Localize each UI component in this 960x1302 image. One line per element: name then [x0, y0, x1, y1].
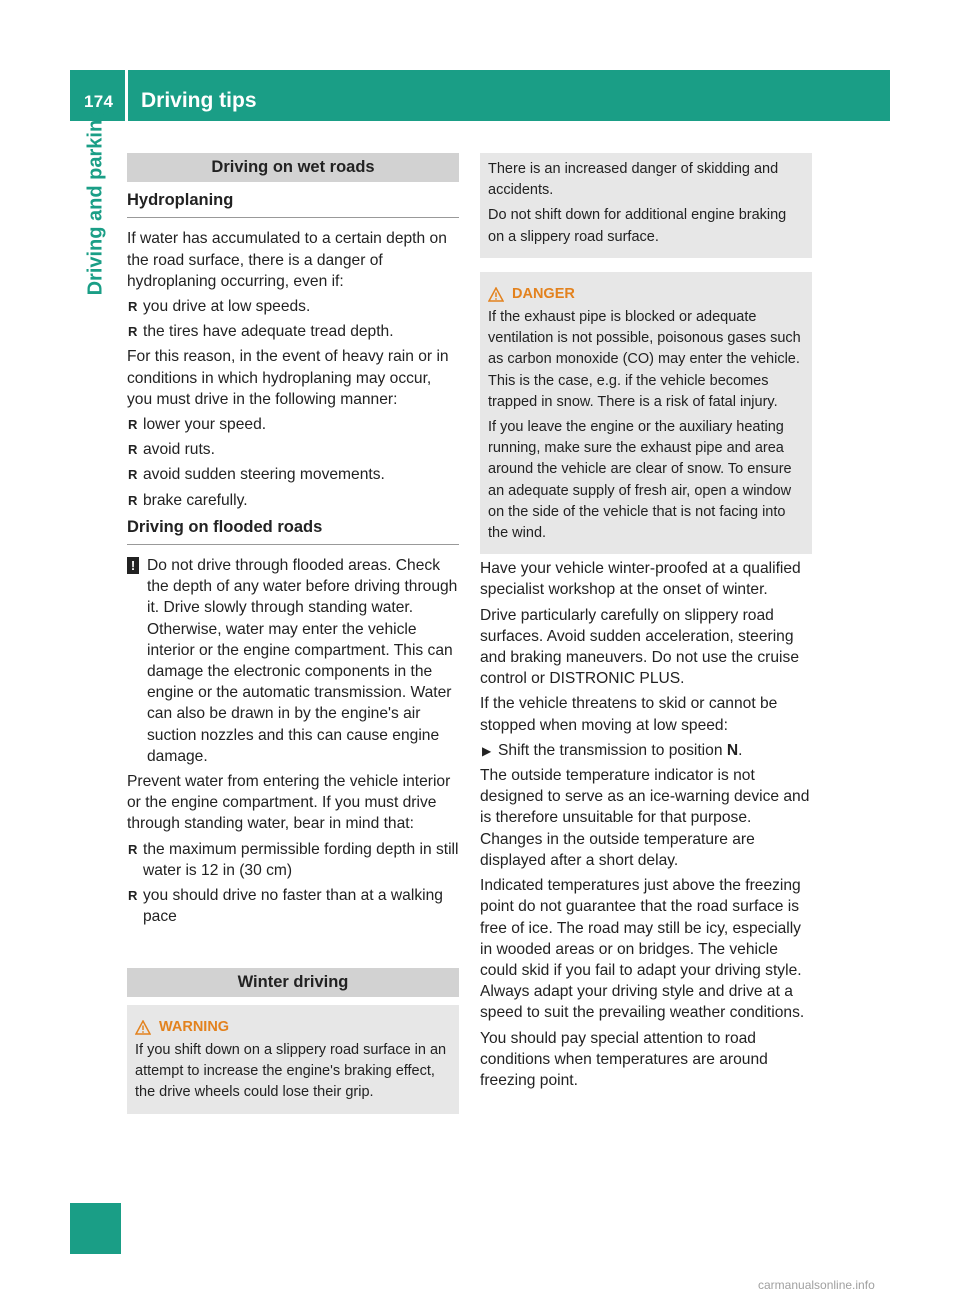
danger-label: DANGER	[512, 285, 575, 302]
danger-box	[480, 272, 812, 554]
hydro-intro: If water has accumulated to a certain depth on the road surface, there is a danger of hydroplaning occurring, even if:	[127, 230, 447, 290]
arrow-right-icon: ▶	[482, 743, 492, 758]
list-item: R brake carefully.	[127, 490, 459, 511]
warning-cont-2: Do not shift down for additional engine braking on a slippery road surface.	[488, 207, 787, 245]
subheading-flooded-roads: Driving on flooded roads	[127, 517, 459, 545]
hydro-reason: For this reason, in the event of heavy rain or in conditions in which hydroplaning may occur, you must drive in the following manner:	[127, 348, 449, 408]
watermark: carmanualsonline.info	[758, 1278, 875, 1292]
side-marker	[70, 1203, 121, 1254]
warning-box-continued	[480, 153, 812, 258]
step-end: .	[738, 741, 743, 759]
flood-notice	[127, 555, 459, 767]
warning-triangle-icon	[135, 1020, 151, 1035]
list-item: R lower your speed.	[127, 414, 459, 435]
right-column	[480, 153, 812, 1095]
list-item: R you should drive no faster than at a walking pace	[127, 885, 459, 927]
list-item: R the tires have adequate tread depth.	[127, 321, 459, 342]
para-winterproof: Have your vehicle winter-proofed at a qualified specialist workshop at the onset of winter.	[480, 560, 801, 599]
side-tab-label: Driving and parking	[84, 107, 106, 295]
para-indicator: The outside temperature indicator is not designed to serve as an ice-warning device and is therefore unsuitable for that purpose. Changes in the outside temperature are displayed after a short delay.	[480, 767, 810, 869]
side-tab	[70, 107, 121, 295]
para-attention: You should pay special attention to road conditions when temperatures are around freezing point.	[480, 1029, 768, 1089]
danger-title	[488, 278, 804, 305]
para-skid: If the vehicle threatens to skid or cannot be stopped when moving at low speed:	[480, 695, 778, 734]
flood-prevent: Prevent water from entering the vehicle interior or the engine compartment. If you must drive through standing water, bear in mind that:	[127, 773, 451, 833]
warning-title	[135, 1011, 451, 1038]
exclamation-icon: !	[127, 557, 139, 574]
step-shift-n	[480, 740, 812, 761]
list-item: R the maximum permissible fording depth in still water is 12 in (30 cm)	[127, 839, 459, 881]
warning-triangle-icon	[488, 287, 504, 302]
page-number: 174	[84, 92, 114, 111]
warning-label: WARNING	[159, 1018, 230, 1035]
list-item: R avoid sudden steering movements.	[127, 464, 459, 485]
page-title: Driving tips	[141, 89, 257, 112]
para-slippery: Drive particularly carefully on slippery road surfaces. Avoid sudden acceleration, steering and braking maneuvers. Do not use the cruise control or DISTRONIC PLUS.	[480, 606, 799, 688]
hydro-actions-list	[127, 414, 459, 511]
warning-cont-1: There is an increased danger of skidding and accidents.	[488, 161, 779, 199]
danger-text-1: If the exhaust pipe is blocked or adequate ventilation is not possible, poisonous gases such as carbon monoxide (CO) may enter the vehicle. This is the case, e.g. if the vehicle becomes trapped in snow. There is a risk of fatal injury.	[488, 309, 801, 410]
section-heading-wet-roads: Driving on wet roads	[127, 153, 459, 182]
flood-points-list	[127, 839, 459, 928]
warning-box	[127, 1005, 459, 1114]
step-text: Shift the transmission to position	[498, 741, 723, 759]
flood-notice-text: Do not drive through flooded areas. Check the depth of any water before driving through it. Drive slowly through standing water. Otherwise, water may enter the vehicle interior or the engine compartment. This can damage the electronic components in the engine or the automatic transmission. Water can also be drawn in by the engine's air suction nozzles and this can cause engine damage.	[147, 557, 458, 765]
hydro-conditions-list	[127, 296, 459, 342]
step-position: N	[726, 741, 739, 759]
section-heading-winter: Winter driving	[127, 968, 459, 997]
para-freezing: Indicated temperatures just above the freezing point do not guarantee that the road surface is free of ice. The road may still be icy, especially in wooded areas or on bridges. The vehicle could skid if you fail to adapt your driving style. Always adapt your driving style and drive at a speed to suit the prevailing weather conditions.	[480, 877, 805, 1022]
list-item: R you drive at low speeds.	[127, 296, 459, 317]
subheading-hydroplaning: Hydroplaning	[127, 190, 459, 218]
list-item: R avoid ruts.	[127, 439, 459, 460]
warning-text: If you shift down on a slippery road surface in an attempt to increase the engine's braking effect, the drive wheels could lose their grip.	[135, 1041, 447, 1101]
left-column	[127, 153, 459, 1118]
header-divider	[125, 70, 128, 121]
danger-text-2: If you leave the engine or the auxiliary heating running, make sure the exhaust pipe and area around the vehicle are clear of snow. To ensure an adequate supply of fresh air, open a window on the side of the vehicle that is not facing into the wind.	[488, 419, 792, 542]
